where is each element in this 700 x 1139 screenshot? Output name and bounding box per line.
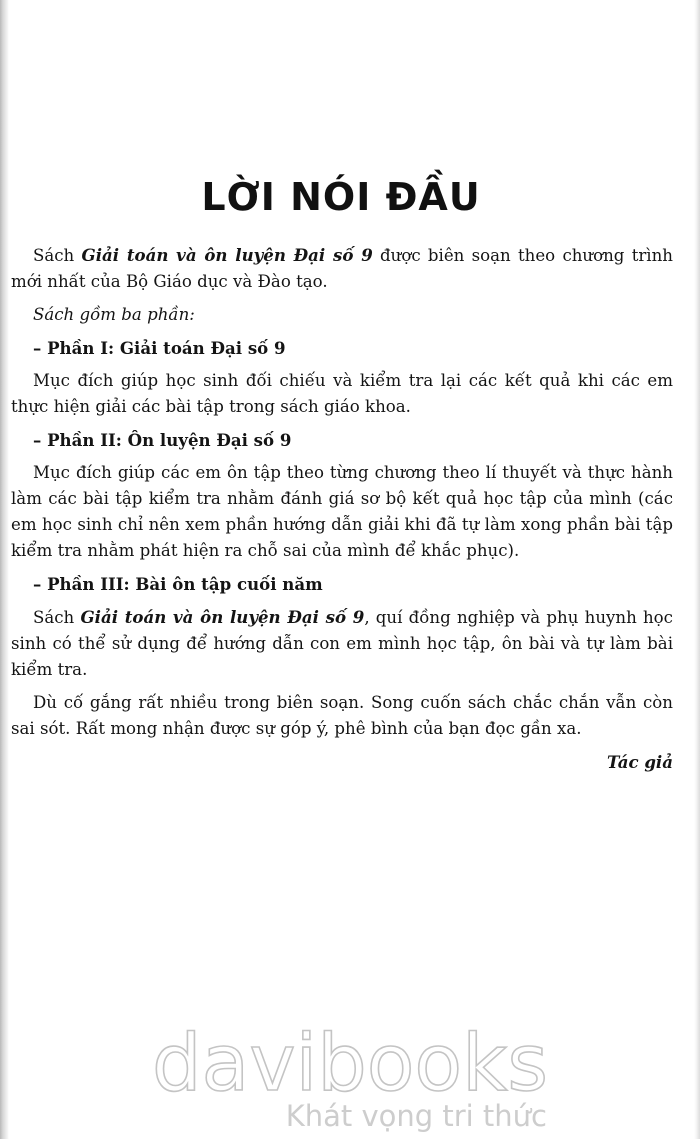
intro-book-title: Giải toán và ôn luyện Đại số 9 (81, 245, 373, 265)
scan-edge-left (0, 0, 9, 1139)
watermark-slogan: Khát vọng tri thức (285, 1099, 547, 1133)
part1-text: Mục đích giúp học sinh đối chiếu và kiểm tra lại các kết quả khi các em thực hiện giải các bài tập trong sách giáo khoa. (11, 371, 673, 416)
scan-edge-right (694, 0, 700, 1139)
parts-intro: Sách gồm ba phần: (33, 305, 195, 324)
intro-prefix: Sách (33, 246, 82, 265)
part1-heading: – Phần I: Giải toán Đại số 9 (33, 338, 286, 358)
page-title: LỜI NÓI ĐẦU (201, 175, 481, 220)
intro-paragraph (11, 242, 673, 295)
usage-prefix: Sách (33, 608, 81, 627)
usage-suffix: , quí đồng nghiệp và phụ huynh học sinh có thể sử dụng để hướng dẫn con em mình học tập, ôn bài và tự làm bài kiểm tra. (11, 608, 673, 679)
closing-paragraph: Dù cố gắng rất nhiều trong biên soạn. Song cuốn sách chắc chắn vẫn còn sai sót. Rất mong nhận được sự góp ý, phê bình của bạn đọc gần xa. (11, 693, 673, 738)
usage-book-title: Giải toán và ôn luyện Đại số 9 (80, 607, 365, 627)
part2-heading: – Phần II: Ôn luyện Đại số 9 (33, 430, 292, 450)
intro-suffix: được biên soạn theo chương trình mới nhất của Bộ Giáo dục và Đào tạo. (11, 246, 673, 291)
usage-paragraph (11, 604, 673, 683)
part2-text: Mục đích giúp các em ôn tập theo từng chương theo lí thuyết và thực hành làm các bài tập kiểm tra nhằm đánh giá sơ bộ kết quả học tập của mình (các em học sinh chỉ nên xem phần hướng dẫn giải khi đã tự làm xong phần bài tập kiểm tra nhằm phát hiện ra chỗ sai của mình để khắc phục). (11, 463, 673, 560)
watermark-brand: davibooks (152, 1019, 548, 1109)
davibooks-watermark (150, 1010, 550, 1135)
preface-body (11, 242, 673, 782)
part3-heading: – Phần III: Bài ôn tập cuối năm (33, 574, 323, 594)
author-signature: Tác giả (606, 752, 673, 772)
